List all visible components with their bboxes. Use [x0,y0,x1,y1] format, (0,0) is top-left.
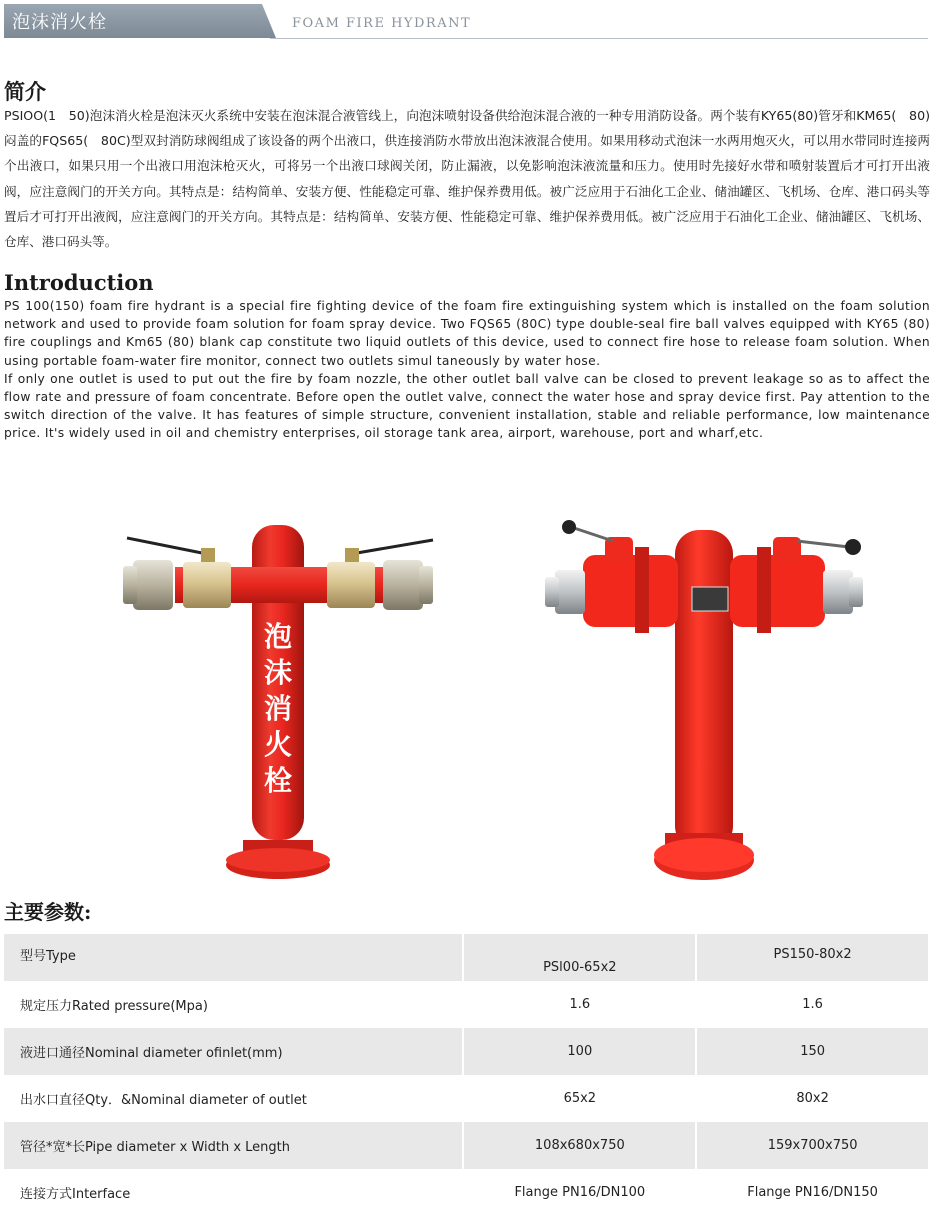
param-value-ps100: Flange PN16/DN100 [463,1169,696,1216]
param-label: 规定压力Rated pressure(Mpa) [4,981,463,1028]
param-label: 出水口直径Qty．&Nominal diameter of outlet [4,1075,463,1122]
intro-en-paragraph-2: If only one outlet is used to put out the fire by foam nozzle, the other outlet ball valve can be closed to prevent leakage so as to affect the flow rate and pressure of foam concentrate. Before open the outlet valve, connect the water hose and spray device first. Pay attention to the switch direction of the valve. It has features of simple structure, convenient installation, stable and reliable performance, low maintenance price. It's widely used in oil and chemistry enterprises, oil storage tank area, airport, warehouse, port and wharf,etc. [4,371,930,441]
param-label: 管径*宽*长Pipe diameter x Width x Length [4,1122,463,1169]
product-image-ps150 [535,515,870,895]
param-value-ps100: 1.6 [463,981,696,1028]
param-value-ps150: Flange PN16/DN150 [696,1169,929,1216]
intro-en-paragraph-1: PS 100(150) foam fire hydrant is a special fire fighting device of the foam fire extinguishing system which is installed on the foam solution network and used to provide foam solution for foam spray device. Two FQS65 (80C) type double-seal fire ball valves equipped with KY65 (80) fire couplings and Km65 (80) blank cap constitute two liquid outlets of this device, used to connect fire hose to release foam solution. When using portable foam-water fire monitor, connect two outlets simul taneously by water hose. [4,299,930,368]
table-row [4,981,929,1028]
product-label-char-5: 栓 [263,764,293,797]
param-value-ps100: PSl00-65x2 [463,934,696,981]
table-row [4,1028,929,1075]
param-label: 连接方式Interface [4,1169,463,1216]
intro-cn-heading: 简介 [4,79,46,104]
param-value-ps150: 80x2 [696,1075,929,1122]
product-label-char-1: 泡 [263,620,293,653]
intro-en-text [4,297,930,443]
intro-cn-text: PSIOO(1 50)泡沫消火栓是泡沫灭火系统中安装在泡沫混合液管线上，向泡沫喷射设备供给泡沫混合液的一种专用消防设备。两个装有KY65(80)管牙和KM65( 80)闷盖的FQS65( 80C)型双封消防球阀组成了该设备的两个出液口，供连接消防水带放出泡沫液混合使用。如果用移动式泡沫一水两用炮灭火，可以用水带同时连接两个出液口，如果只用一个出液口用泡沫枪灭火，可将另一个出液口球阀关闭，防止漏液，以免影响泡沫液流量和压力。使用时先接好水带和喷射装置后才可打开出液阀，应注意阀门的开关方向。其特点是：结构简单、安装方便、性能稳定可靠、维护保养费用低。被广泛应用于石油化工企业、储油罐区、飞机场、仓库、港口码头等置后才可打开出液阀，应注意阀门的开关方向。其特点是：结构简单、安装方便、性能稳定可靠、维护保养费用低。被广泛应用于石油化工企业、储油罐区、飞机场、仓库、港口码头等。 [4,108,930,250]
param-value-ps100: 65x2 [463,1075,696,1122]
intro-en-heading: Introduction [4,270,154,295]
table-row [4,1075,929,1122]
params-table [4,934,930,1216]
product-image-ps100 [115,510,445,890]
param-value-ps150: 1.6 [696,981,929,1028]
table-row [4,1122,929,1169]
table-row [4,934,929,981]
header-subtitle: FOAM FIRE HYDRANT [292,16,472,31]
param-label: 型号Type [4,934,463,981]
product-label-char-2: 沫 [263,656,293,689]
table-row [4,1169,929,1216]
param-value-ps150: 150 [696,1028,929,1075]
page-header [0,0,932,42]
param-value-ps100: 100 [463,1028,696,1075]
header-divider [270,38,928,39]
params-heading: 主要参数: [4,900,92,924]
param-label: 液进口通径Nominal diameter ofinlet(mm) [4,1028,463,1075]
param-value-ps100: 108x680x750 [463,1122,696,1169]
product-label-char-3: 消 [263,692,293,725]
header-title: 泡沫消火栓 [12,12,107,33]
product-label-char-4: 火 [263,728,293,761]
param-value-ps150: 159x700x750 [696,1122,929,1169]
param-value-ps150: PS150-80x2 [696,934,929,981]
